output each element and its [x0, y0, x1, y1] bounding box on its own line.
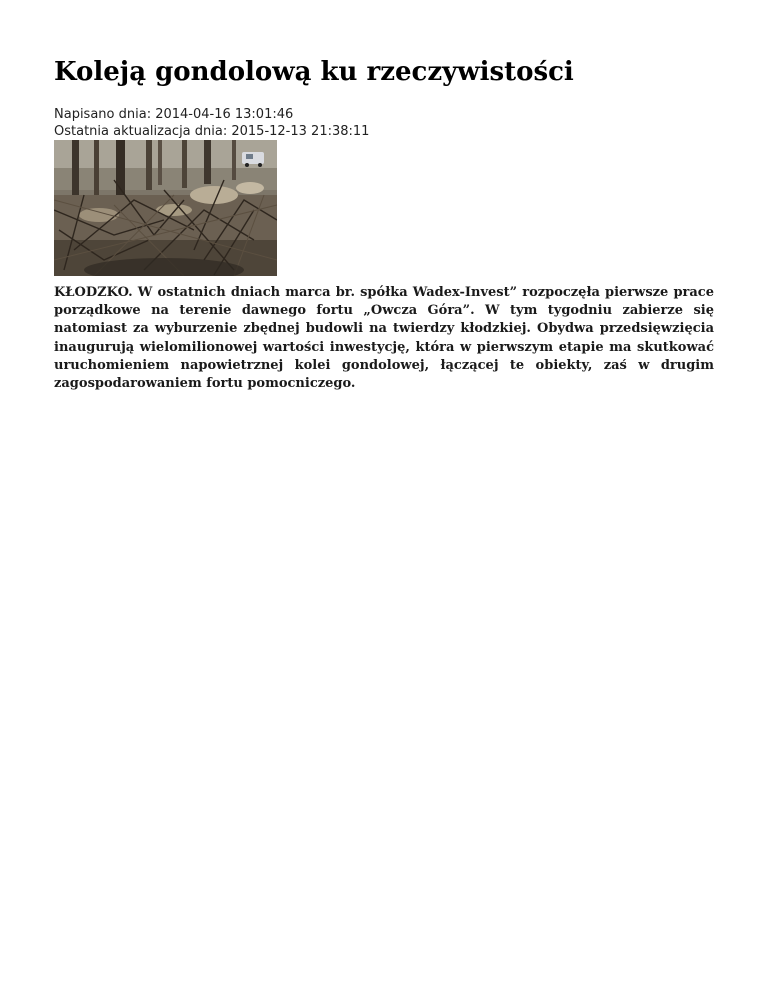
published-date: Napisano dnia: 2014-04-16 13:01:46	[54, 107, 294, 122]
article-meta	[54, 106, 369, 140]
updated-date: Ostatnia aktualizacja dnia: 2015-12-13 21:38:11	[54, 124, 370, 139]
article-title: Koleją gondolową ku rzeczywistości	[54, 57, 574, 87]
article-lead: KŁODZKO. W ostatnich dniach marca br. spółka Wadex-Invest” rozpoczęła pierwsze prace porządkowe na terenie dawnego fortu „Owcza Góra”. W tym tygodniu zabierze się natomiast za wyburzenie zbędnej budowli na twierdzy kłodzkiej. Obydwa przedsięwzięcia inaugurują wielomilionowej wartości inwestycję, która w pierwszym etapie ma skutkować uruchomieniem napowietrznej kolei gondolowej, łączącej te obiekty, zaś w drugim zagospodarowaniem fortu pomocniczego.	[54, 285, 714, 392]
article-photo	[54, 140, 277, 276]
